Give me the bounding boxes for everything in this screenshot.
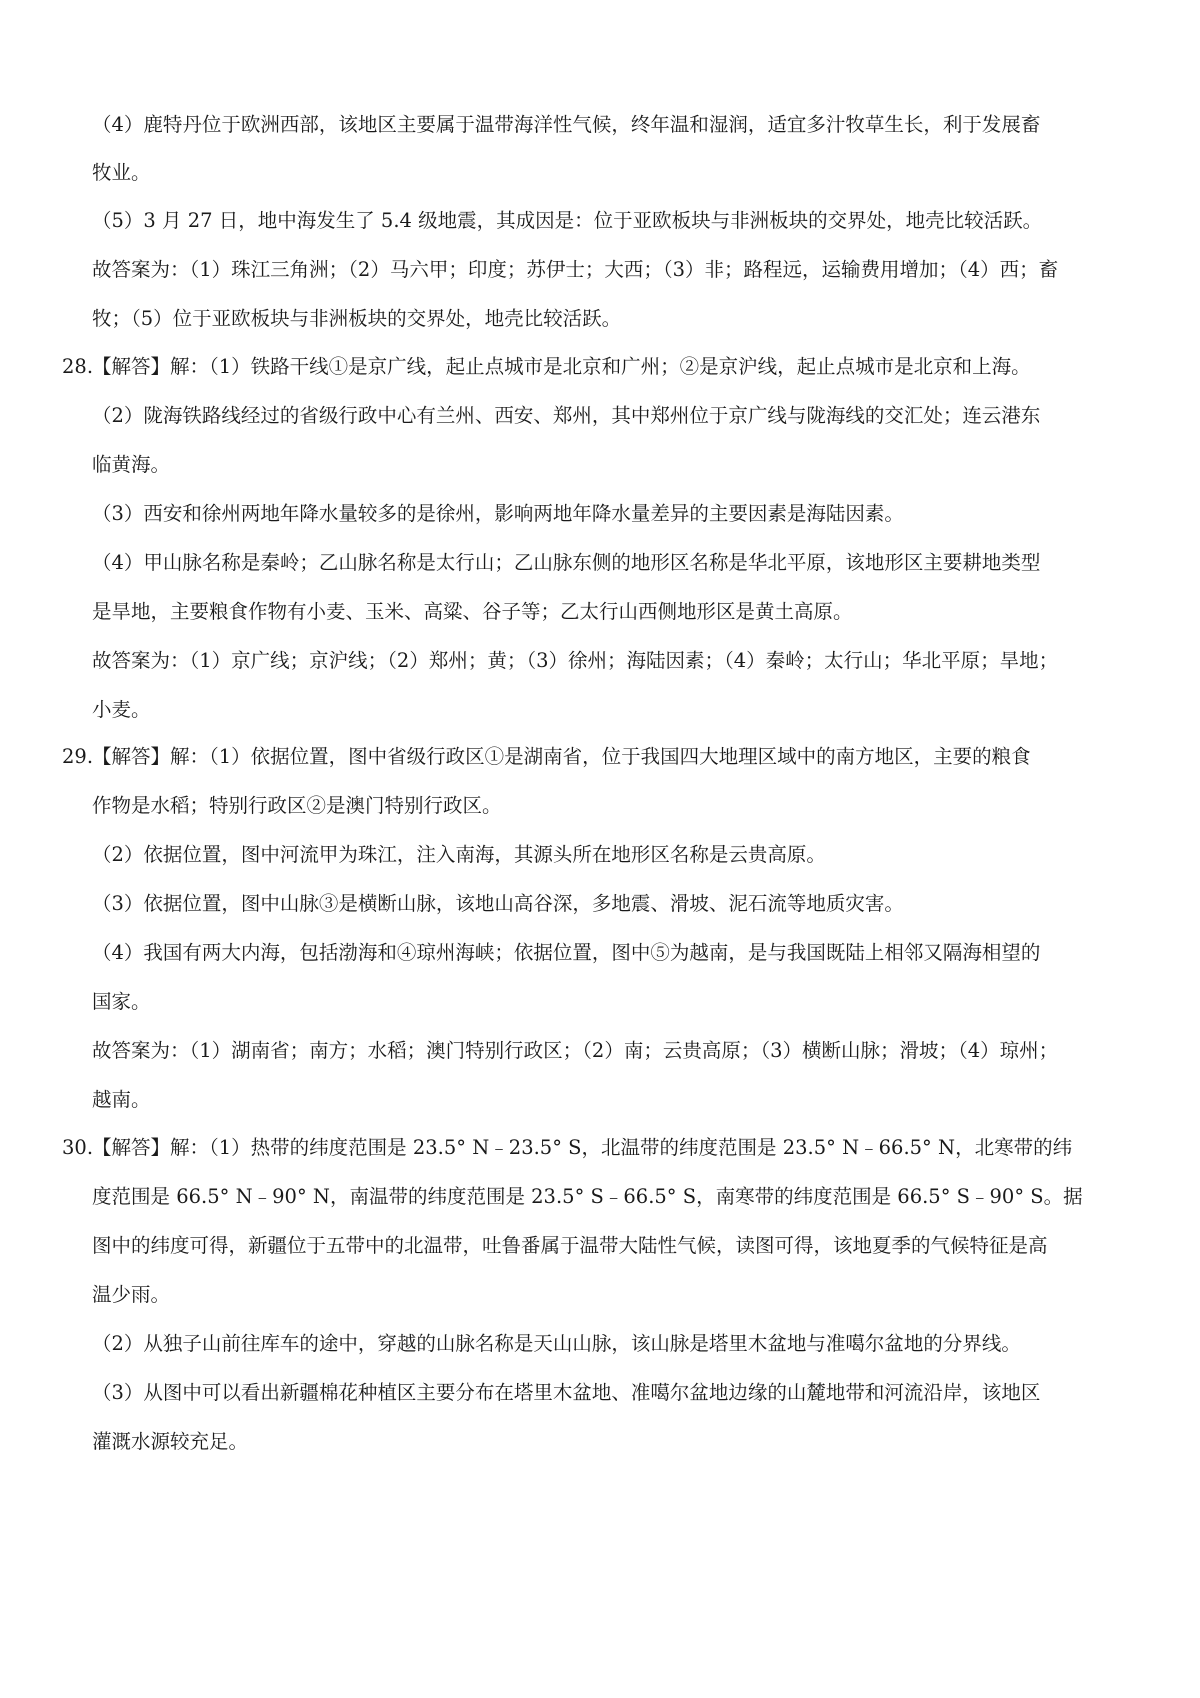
question-number: 29.: [62, 745, 94, 768]
answer-page: （4）鹿特丹位于欧洲西部，该地区主要属于温带海洋性气候，终年温和湿润，适宜多汁牧草生长，利于发展畜 牧业。 （5）3 月 27 日，地中海发生了 5.4 级地震，其成因是：位于亚欧板块与非洲板块的交界处，地壳比较活跃。 故答案为：（1）珠江三角洲；（2）马六甲；印度；苏伊士；大西；（3）非；路程远，运输费用增加；（4）西；畜 牧；（5）位于亚欧板块与非洲板块的交界处，地壳比较活跃。 28. 【解答】解：（1）铁路干线①是京广线，起止点城市是北京和广州；②是京沪线，起止点城市是北京和上海。 （2）陇海铁路线经过的省级行政中心有兰州、西安、郑州，其中郑州位于京广线与陇海线的交汇处；连云港东 临黄海。 （3）西安和徐州两地年降水量较多的是徐州，影响两地年降水量差异的主要因素是海陆因素。 （4）甲山脉名称是秦岭；乙山脉名称是太行山；乙山脉东侧的地形区名称是华北平原，该地形区主要耕地类型 是旱地，主要粮食作物有小麦、玉米、高粱、谷子等；乙太行山西侧地形区是黄土高原。 故答案为：（1）京广线；京沪线；（2）郑州；黄；（3）徐州；海陆因素；（4）秦岭；太行山；华北平原；旱地； 小麦。 29. 【解答】解：（1）依据位置，图中省级行政区①是湖南省，位于我国四大地理区域中的南方地区，主要的粮食 作物是水稻；特别行政区②是澳门特别行政区。 （2）依据位置，图中河流甲为珠江，注入南海，其源头所在地形区名称是云贵高原。 （3）依据位置，图中山脉③是横断山脉，该地山高谷深，多地震、滑坡、泥石流等地质灾害。 （4）我国有两大内海，包括渤海和④琼州海峡；依据位置，图中⑤为越南，是与我国既陆上相邻又隔海相望的 国家。 故答案为：（1）湖南省；南方；水稻；澳门特别行政区；（2）南；云贵高原；（3）横断山脉；滑坡；（4）琼州； 越南。 30. 【解答】解：（1）热带的纬度范围是 23.5° N﹣23.5° S，北温带的纬度范围是 23.5° N﹣66.5° N，北寒带的纬 度范围是 66.5° N﹣90° N，南温带的纬度范围是 23.5° S﹣66.5° S，南寒带的纬度范围是 66.5° S﹣90° S。据 图中的纬度可得，新疆位于五带中的北温带，吐鲁番属于温带大陆性气候，读图可得，该地夏季的气候特征是高 温少雨。 （2）从独子山前往库车的途中，穿越的山脉名称是天山山脉，该山脉是塔里木盆地与准噶尔盆地的分界线。 （3）从图中可以看出新疆棉花种植区主要分布在塔里木盆地、准噶尔盆地边缘的山麓地带和河流沿岸，该地区 灌溉水源较充足。: [62, 113, 1083, 1453]
question-number: 28.: [62, 355, 94, 378]
question-number: 30.: [62, 1136, 94, 1159]
